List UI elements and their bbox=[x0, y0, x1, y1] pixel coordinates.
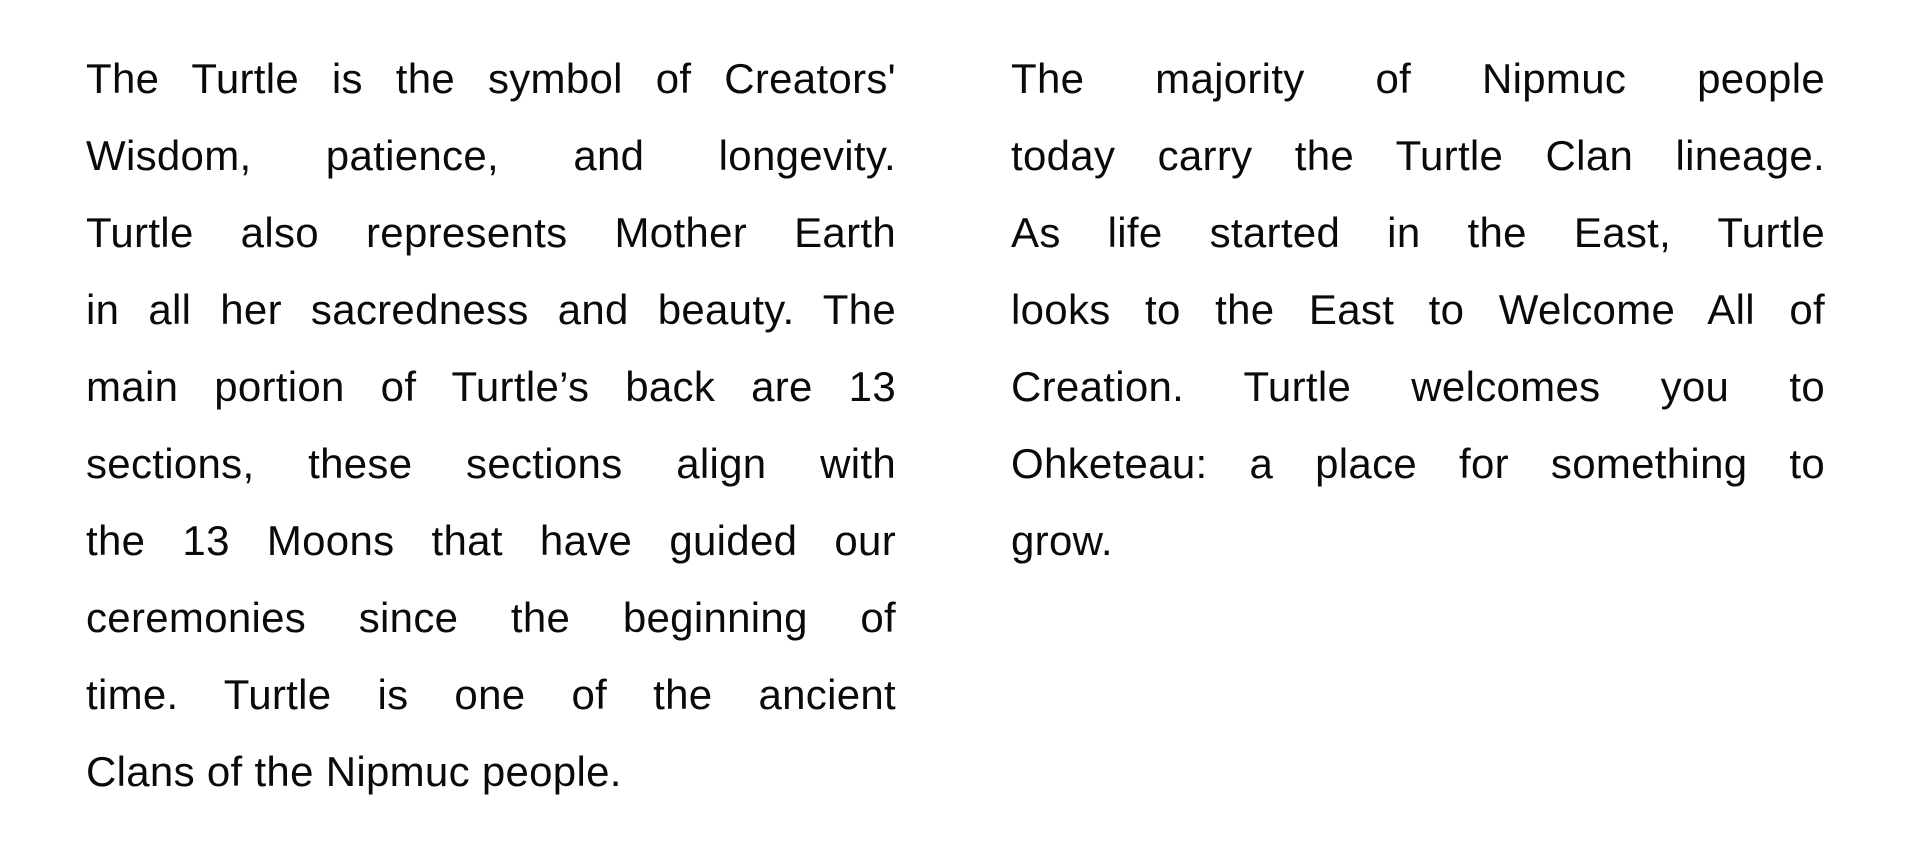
text-line: main portion of Turtle’s back are 13 bbox=[86, 363, 896, 410]
text-line: grow. bbox=[1011, 517, 1113, 564]
text-line: The Turtle is the symbol of Creators' bbox=[86, 55, 896, 102]
text-line: Clans of the Nipmuc people. bbox=[86, 748, 622, 795]
text-line: time. Turtle is one of the ancient bbox=[86, 671, 896, 718]
text-line: Creation. Turtle welcomes you to bbox=[1011, 363, 1825, 410]
text-line: As life started in the East, Turtle bbox=[1011, 209, 1825, 256]
text-line: the 13 Moons that have guided our bbox=[86, 517, 896, 564]
text-line: Ohketeau: a place for something to bbox=[1011, 440, 1825, 487]
text-line: ceremonies since the beginning of bbox=[86, 594, 896, 641]
text-line: Turtle also represents Mother Earth bbox=[86, 209, 896, 256]
left-text-column bbox=[86, 40, 896, 810]
text-line: today carry the Turtle Clan lineage. bbox=[1011, 132, 1825, 179]
right-text-column bbox=[1011, 40, 1825, 579]
text-line: Wisdom, patience, and longevity. bbox=[86, 132, 896, 179]
text-line: sections, these sections align with bbox=[86, 440, 896, 487]
text-line: The majority of Nipmuc people bbox=[1011, 55, 1825, 102]
text-line: looks to the East to Welcome All of bbox=[1011, 286, 1825, 333]
text-line: in all her sacredness and beauty. The bbox=[86, 286, 896, 333]
